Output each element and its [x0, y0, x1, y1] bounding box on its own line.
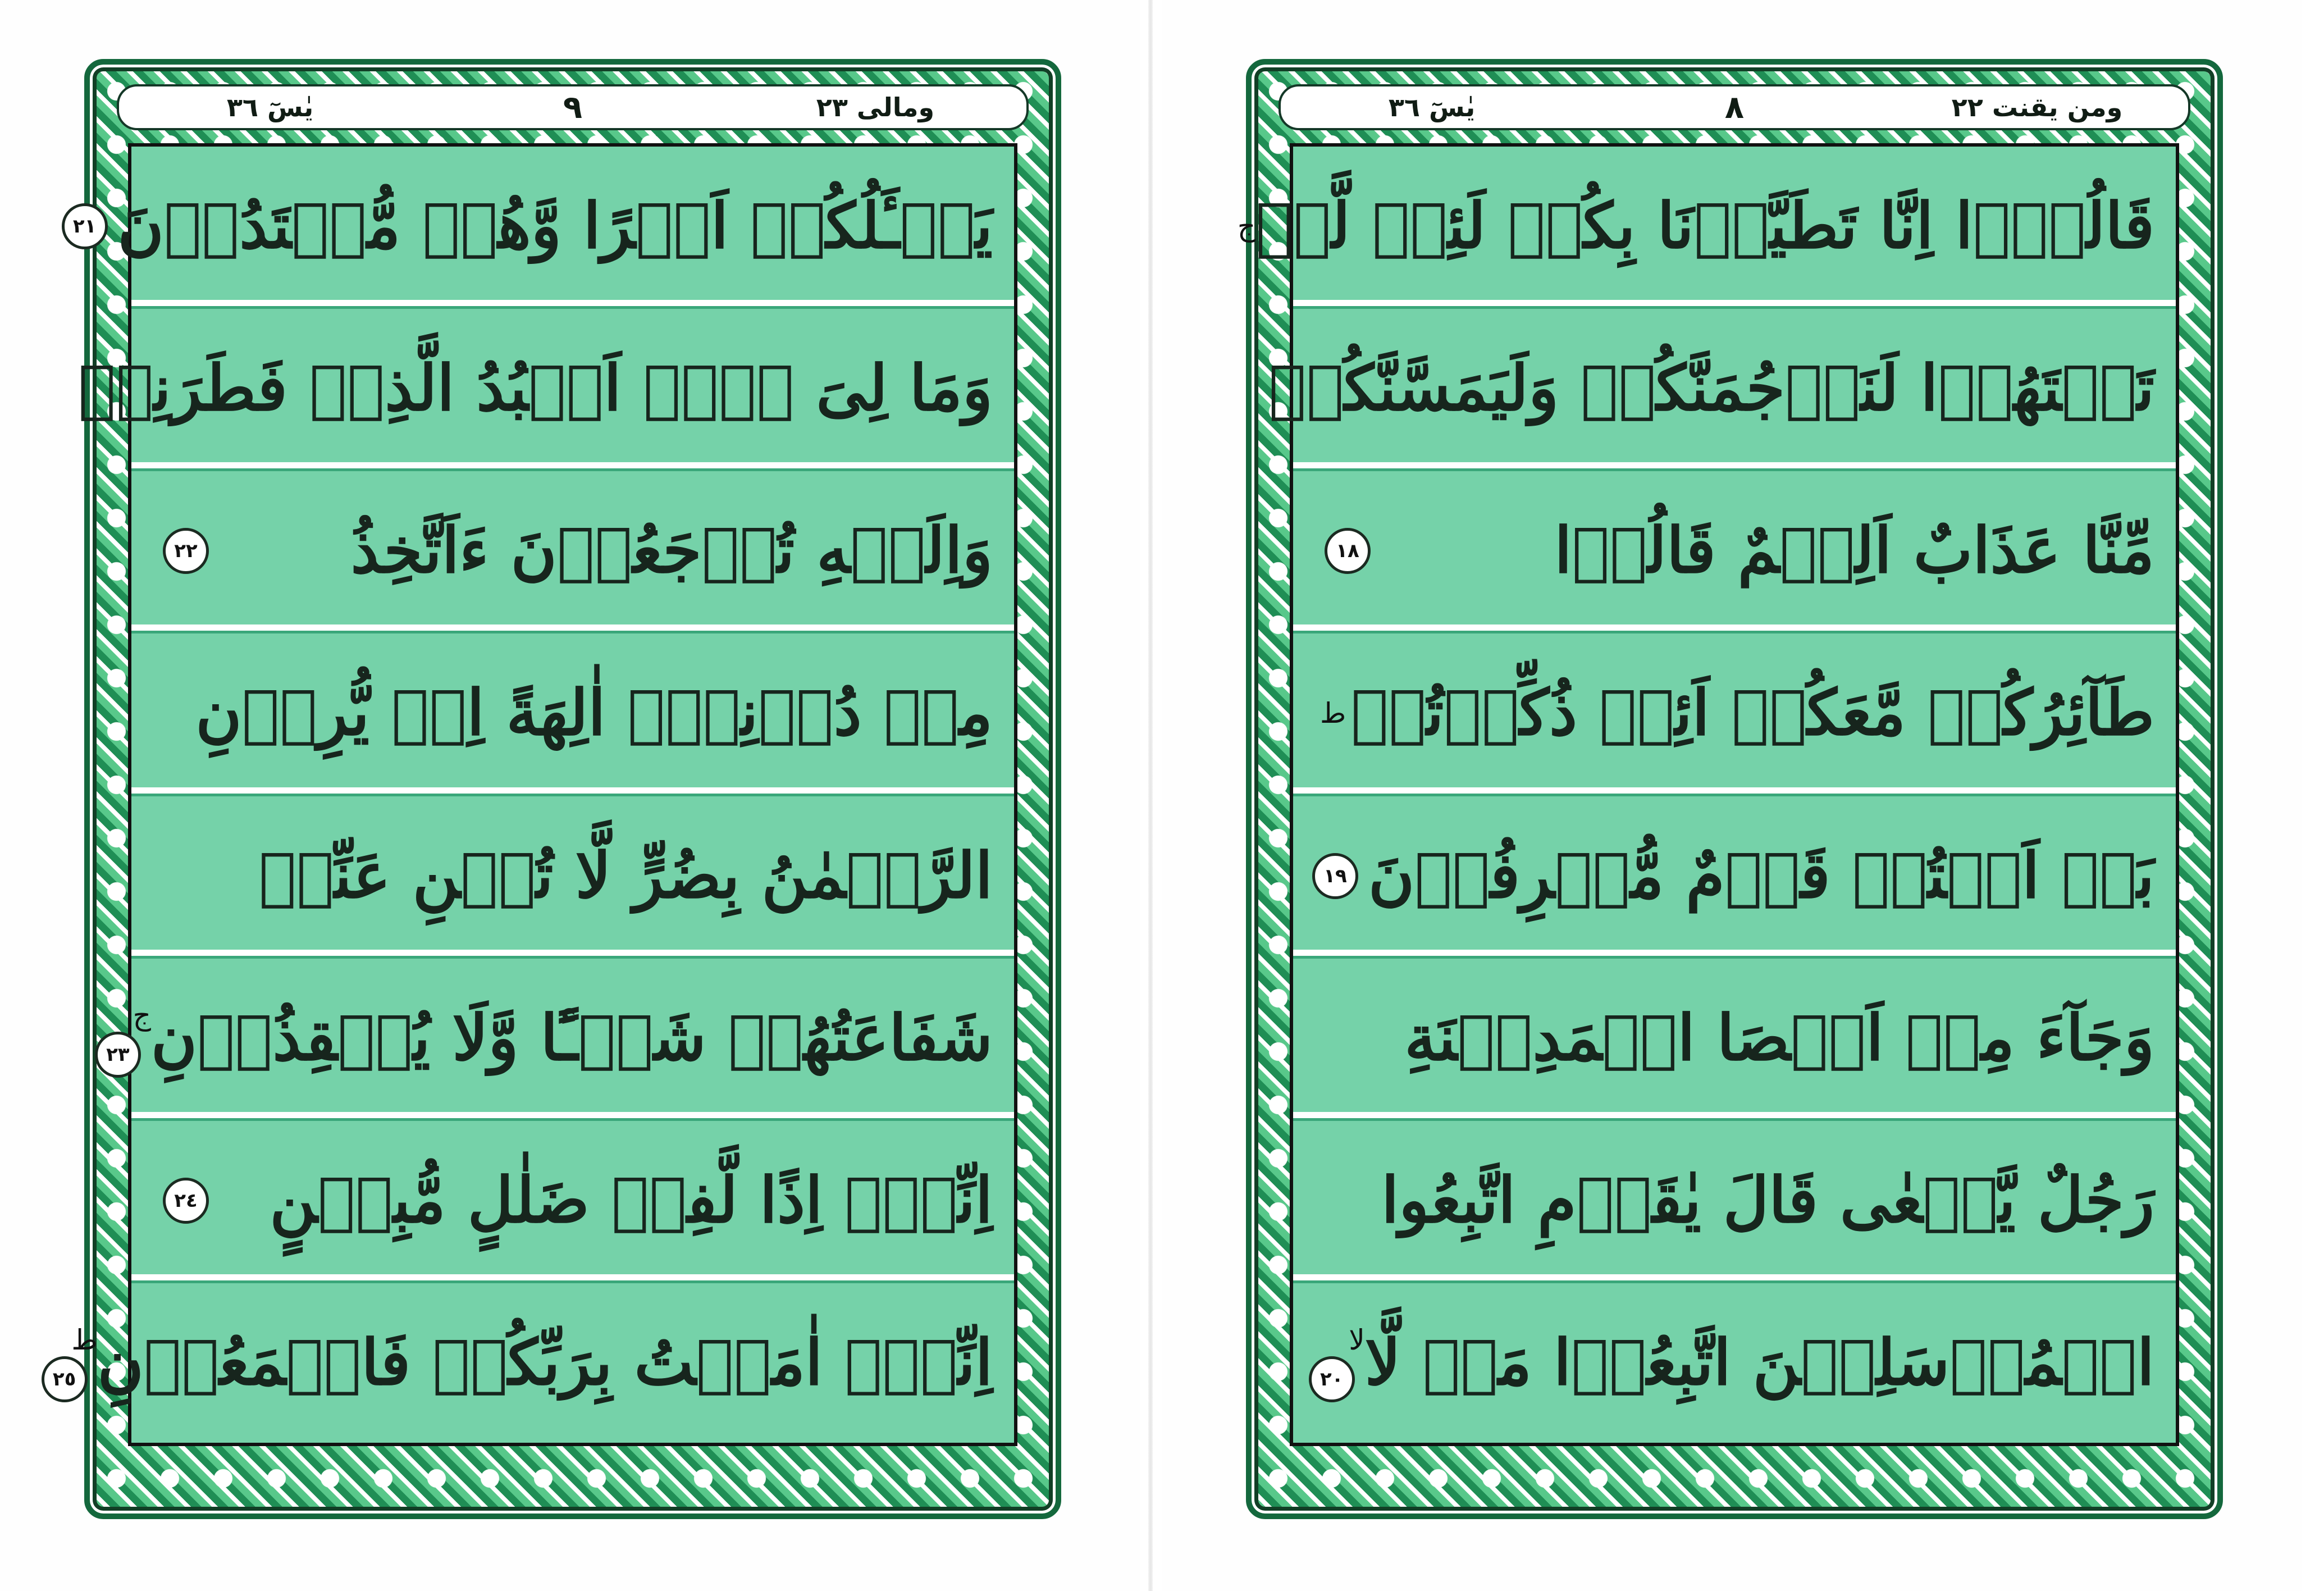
verse-text: بَلۡ اَنۡتُمۡ قَوۡمٌ مُّسۡرِفُوۡنَ: [1368, 838, 2154, 913]
book-gutter: [1148, 0, 1153, 1591]
surah-label: يٰسٓ ٣٦: [226, 92, 314, 122]
verse-line: [78, 309, 1014, 471]
ayah-number-marker: ٢٢: [163, 528, 209, 574]
page-number: ٩: [563, 89, 583, 126]
quran-text-panel: [1237, 143, 2179, 1446]
left-page: [0, 0, 1140, 1591]
line-markers: [52, 203, 118, 249]
waqf-stop-mark: ط: [1320, 697, 1346, 730]
verse-text: طَآئِرُكُمۡ مَّعَكُمۡ اَئِنۡ ذُكِّرۡتُمۡ: [1350, 676, 2154, 750]
ayah-number-marker: ٢١: [62, 203, 108, 249]
quran-text-panel: [52, 143, 1017, 1446]
verse-line: [131, 1121, 1014, 1283]
verse-line: [1293, 796, 2176, 959]
juz-label: ومن يقنت ٢٢: [1951, 92, 2123, 122]
verse-line: [1293, 1121, 2176, 1283]
verse-text: مِنۡ دُوۡنِهٖۤ اٰلِهَةً اِنۡ يُّرِدۡنِ: [195, 676, 993, 750]
ayah-number-marker: ٢٤: [163, 1178, 209, 1224]
verse-line: [1293, 633, 2176, 796]
verse-text: شَفَاعَتُهُمۡ شَيۡـًٔا وَّلَا يُنۡقِذُوۡنِ: [150, 1001, 993, 1075]
juz-label: ومالی ٢٣: [816, 92, 935, 122]
waqf-stop-mark: ج: [133, 999, 151, 1032]
page-header: [1279, 84, 2190, 130]
ayah-number-marker: ١٩: [1312, 853, 1358, 899]
page-header: [117, 84, 1029, 130]
right-page: [1162, 0, 2302, 1591]
verse-line: [1293, 959, 2176, 1121]
verse-line: [72, 147, 1014, 309]
verse-line: [131, 796, 1014, 959]
line-markers: [1232, 210, 1255, 243]
verse-line: [106, 959, 1014, 1121]
waqf-stop-mark: لا: [1349, 1323, 1365, 1356]
ayah-number-marker: ١٨: [1325, 528, 1371, 574]
line-markers: [1302, 853, 1368, 899]
verse-text: رَجُلٌ يَّسۡعٰی قَالَ يٰقَوۡمِ اتَّبِعُوا: [1381, 1163, 2154, 1237]
surah-label: يٰسٓ ٣٦: [1388, 92, 1476, 122]
verse-text: قَالُوۡۤا اِنَّا تَطَيَّرۡنَا بِكُمۡ لَئِنۡ لَّمۡ: [1255, 189, 2154, 263]
verse-line: [1293, 471, 2176, 633]
verse-text: يَسۡـَٔلُكُمۡ اَجۡرًا وَّهُمۡ مُّهۡتَدُوۡنَ: [117, 189, 993, 263]
verse-text: وَجَآءَ مِنۡ اَقۡصَا الۡمَدِيۡنَةِ: [1404, 1001, 2154, 1075]
line-markers: [153, 528, 219, 574]
verse-line: [1293, 1283, 2176, 1443]
verse-text: تَنۡتَهُوۡا لَنَرۡجُمَنَّكُمۡ وَلَيَمَسَّنَّكُمۡ: [1268, 352, 2154, 426]
verse-line: [131, 471, 1014, 633]
verse-line: [1237, 147, 2176, 309]
line-markers: [1299, 1324, 1365, 1402]
verse-text: الرَّحۡمٰنُ بِضُرٍّ لَّا تُغۡنِ عَنِّیۡ: [258, 838, 993, 913]
verse-line: [131, 633, 1014, 796]
verse-text: وَمَا لِیَ لَاۤ اَعۡبُدُ الَّذِیۡ فَطَرَنِیۡ: [78, 352, 993, 426]
verse-text: مِّنَّا عَذَابٌ اَلِيۡمٌ قَالُوۡا: [1554, 514, 2154, 588]
verse-text: اِنِّیۡۤ اِذًا لَّفِیۡ ضَلٰلٍ مُّبِيۡنٍ: [270, 1163, 993, 1237]
line-markers: [85, 999, 151, 1078]
waqf-stop-mark: ط: [71, 1323, 98, 1356]
verse-text: وَاِلَیۡهِ تُرۡجَعُوۡنَ ءَاَتَّخِذُ: [350, 514, 993, 588]
line-markers: [31, 1324, 98, 1402]
waqf-stop-mark: ج: [1237, 210, 1256, 243]
line-markers: [1314, 697, 1346, 730]
ayah-number-marker: ٢٣: [95, 1032, 141, 1078]
verse-line: [1268, 309, 2176, 471]
verse-text: الۡمُرۡسَلِيۡنَ اتَّبِعُوۡا مَنۡ لَّا: [1364, 1325, 2154, 1399]
line-markers: [1314, 528, 1381, 574]
verse-text: اِنِّیۡۤ اٰمَنۡتُ بِرَبِّكُمۡ فَاسۡمَعُوۡنِ: [97, 1325, 993, 1399]
ayah-number-marker: ٢٠: [1309, 1356, 1355, 1402]
line-markers: [153, 1178, 219, 1224]
verse-line: [52, 1283, 1014, 1443]
page-number: ٨: [1724, 89, 1745, 126]
ayah-number-marker: ٢٥: [42, 1356, 88, 1402]
